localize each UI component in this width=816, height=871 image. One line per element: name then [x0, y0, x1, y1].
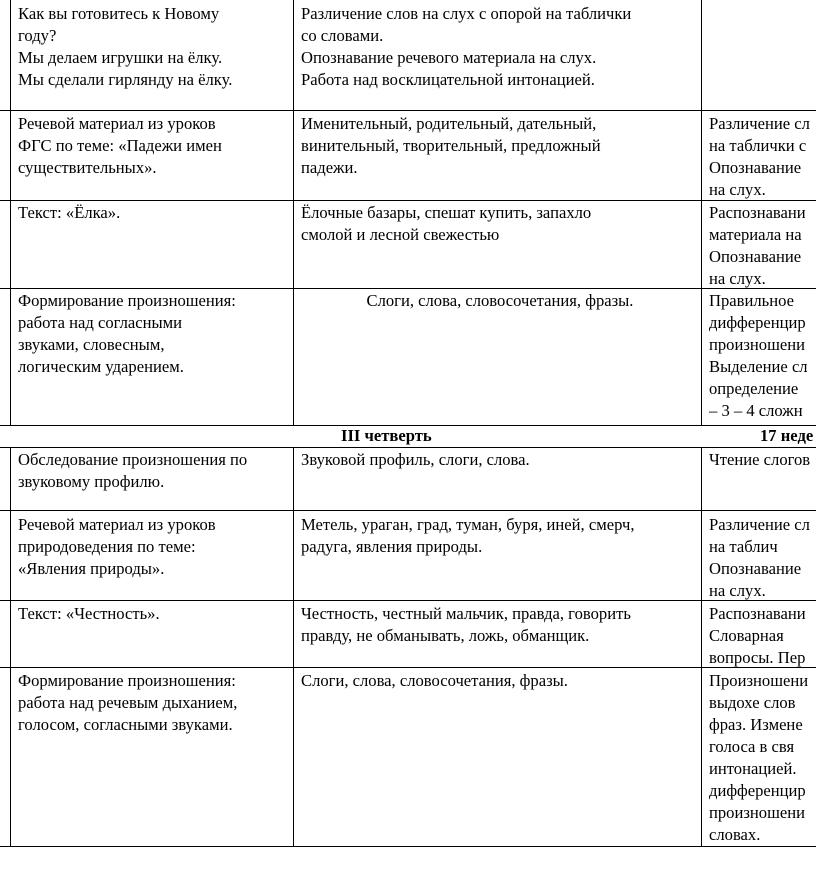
- table-cell-activity: Распознавани материала на Опознавание на слух.: [709, 203, 806, 288]
- table-cell-activity: Различение сл на таблички с Опознавание на слух.: [709, 114, 810, 199]
- table-cell-content: Слоги, слова, словосочетания, фразы.: [301, 671, 568, 690]
- table-cell-topic: Текст: «Честность».: [18, 604, 160, 623]
- row-divider: [0, 667, 816, 668]
- col-divider-1: [293, 447, 294, 846]
- table-cell-content: Метель, ураган, град, туман, буря, иней, смерч, радуга, явления природы.: [301, 515, 635, 556]
- table-cell-activity: Различение сл на таблич Опознавание на слух.: [709, 515, 810, 600]
- table-cell-topic: Формирование произношения: работа над согласными звуками, словесным, логическим ударением.: [18, 291, 236, 376]
- row-divider: [0, 510, 816, 511]
- table-cell-topic: Речевой материал из уроков природоведения по теме: «Явления природы».: [18, 515, 216, 578]
- col-divider-1: [293, 0, 294, 425]
- row-divider: [0, 288, 816, 289]
- table-cell-content: Ёлочные базары, спешат купить, запахло смолой и лесной свежестью: [301, 203, 592, 244]
- table-cell-content: Слоги, слова, словосочетания, фразы.: [366, 291, 634, 310]
- table-cell-topic: Формирование произношения: работа над речевым дыханием, голосом, согласными звуками.: [18, 671, 238, 734]
- quarter-title: III четверть: [341, 426, 432, 445]
- table-cell-topic: Речевой материал из уроков ФГС по теме: «Падежи имен существительных».: [18, 114, 222, 177]
- table-cell-topic: Как вы готовитесь к Новому году? Мы делаем игрушки на ёлку. Мы сделали гирлянду на ёлку.: [18, 4, 233, 89]
- table-cell-content: Звуковой профиль, слоги, слова.: [301, 450, 530, 469]
- col-divider-2: [701, 0, 702, 425]
- left-border-line: [10, 0, 11, 425]
- table-cell-topic: Обследование произношения по звуковому профилю.: [18, 450, 248, 491]
- table-cell-content: Честность, честный мальчик, правда, говорить правду, не обманывать, ложь, обманщик.: [301, 604, 631, 645]
- row-divider: [0, 447, 816, 448]
- left-border-line: [10, 447, 11, 846]
- table-cell-activity: Распознавани Словарная вопросы. Пер: [709, 604, 806, 667]
- row-divider: [0, 110, 816, 111]
- quarter-weeks: 17 неде: [760, 426, 814, 445]
- table-cell-activity: Правильное дифференцир произношени Выделение сл определение – 3 – 4 сложн: [709, 291, 808, 420]
- col-divider-2: [701, 447, 702, 846]
- table-cell-content: Различение слов на слух с опорой на таблички со словами. Опознавание речевого материала на слух. Работа над восклицательной интонацией.: [301, 4, 632, 89]
- table-cell-activity: Чтение слогов: [709, 450, 811, 469]
- table-cell-activity: Произношени выдохе слов фраз. Измене голоса в свя интонацией. дифференцир произношени словах.: [709, 671, 809, 844]
- row-divider: [0, 600, 816, 601]
- table-cell-topic: Текст: «Ёлка».: [18, 203, 121, 222]
- table-bottom-border: [0, 846, 816, 847]
- table-cell-content: Именительный, родительный, дательный, винительный, творительный, предложный падежи.: [301, 114, 601, 177]
- row-divider: [0, 200, 816, 201]
